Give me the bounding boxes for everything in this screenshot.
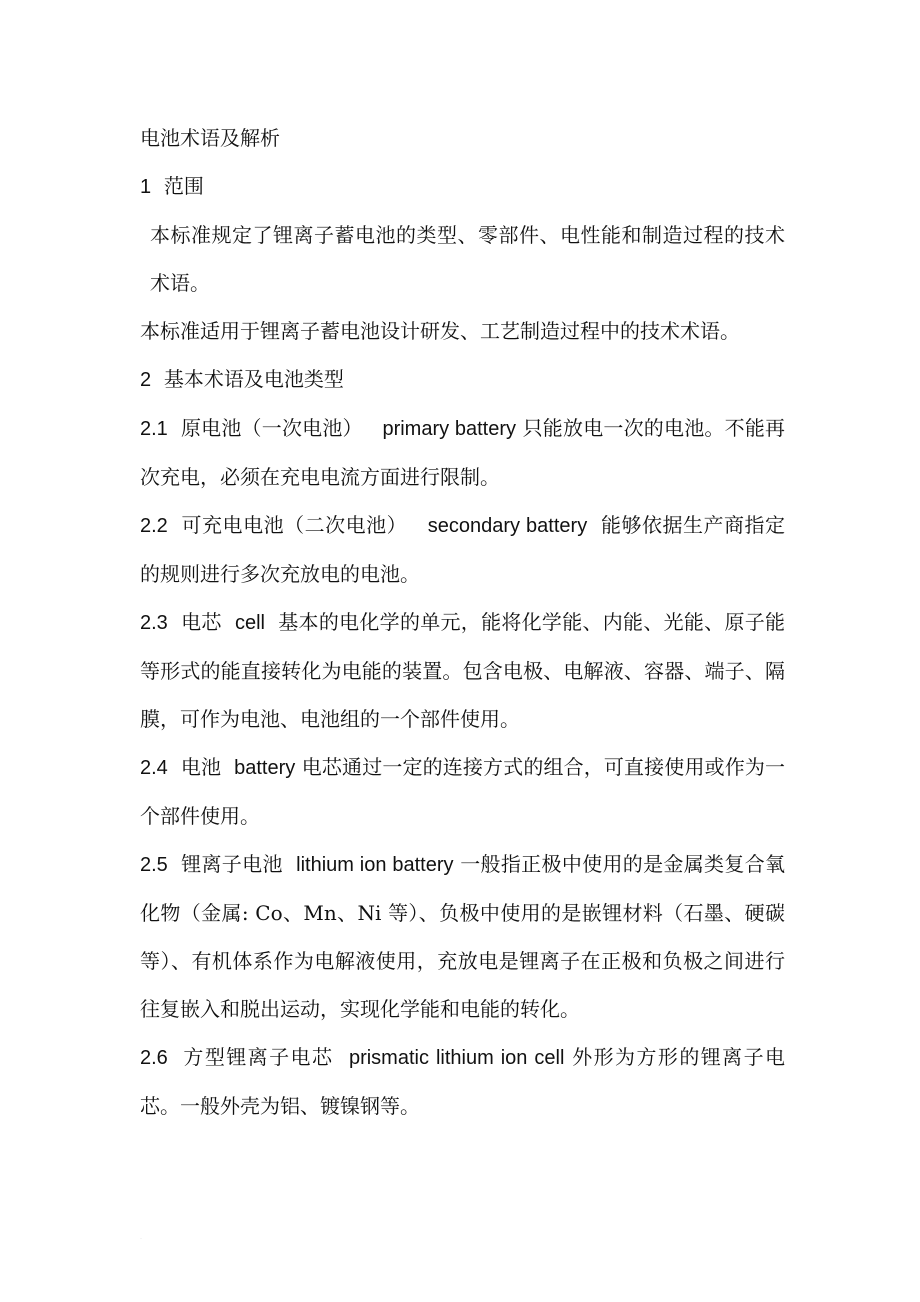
scope-paragraph-1: 本标准规定了锂离子蓄电池的类型、零部件、电性能和制造过程的技术术语。 bbox=[150, 223, 785, 295]
section-title: 基本术语及电池类型 bbox=[163, 367, 344, 391]
term-number: 2.5 bbox=[140, 854, 168, 876]
term-entry-2-1 bbox=[140, 404, 785, 501]
section-heading-1 bbox=[140, 162, 785, 211]
term-english: cell bbox=[234, 612, 265, 634]
term-definition: 电芯通过一定的连接方式的组合，可直接使用或作为一个部件使用。 bbox=[140, 755, 786, 828]
term-chinese: 可充电电池（二次电池） bbox=[181, 513, 408, 537]
term-english: battery bbox=[234, 757, 296, 779]
term-chinese: 锂离子电池 bbox=[181, 852, 283, 876]
term-english: primary battery bbox=[382, 418, 517, 440]
term-number: 2.3 bbox=[140, 612, 168, 634]
term-chinese: 原电池（一次电池） bbox=[180, 416, 363, 440]
section-title: 范围 bbox=[163, 174, 204, 198]
term-definition: 一般指正极中使用的是金属类复合氧化物（金属: Co、Mn、Ni 等）、负极中使用的是嵌锂材料（石墨、硬碳等）、有机体系作为电解液使用，充放电是锂离子在正极和负极之间进行往复嵌入和脱出运动，实现化学能和电能的转化。 bbox=[140, 852, 786, 1021]
section-heading-2 bbox=[140, 355, 785, 404]
document-body bbox=[140, 114, 785, 1130]
term-chinese: 方型锂离子电芯 bbox=[183, 1045, 334, 1069]
term-definition: 外形为方形的锂离子电芯。一般外壳为铝、镀镍钢等。 bbox=[140, 1045, 786, 1118]
page-corner-dot: · bbox=[140, 1236, 142, 1242]
section-number: 2 bbox=[140, 369, 152, 391]
term-english: prismatic lithium ion cell bbox=[348, 1047, 565, 1069]
term-english: secondary battery bbox=[427, 515, 588, 537]
term-chinese: 电池 bbox=[180, 755, 222, 779]
scope-paragraph-2: 本标准适用于锂离子蓄电池设计研发、工艺制造过程中的技术术语。 bbox=[140, 319, 740, 343]
term-definition: 能够依据生产商指定的规则进行多次充放电的电池。 bbox=[140, 513, 785, 586]
term-number: 2.4 bbox=[140, 757, 168, 779]
term-definition: 只能放电一次的电池。不能再次充电，必须在充电电流方面进行限制。 bbox=[140, 416, 786, 489]
term-definition: 基本的电化学的单元，能将化学能、内能、光能、原子能等形式的能直接转化为电能的装置。包含电极、电解液、容器、端子、隔膜，可作为电池、电池组的一个部件使用。 bbox=[140, 610, 786, 731]
term-english: lithium ion battery bbox=[296, 854, 454, 876]
term-entry-2-5 bbox=[140, 840, 785, 1033]
document-title: 电池术语及解析 bbox=[140, 126, 280, 150]
term-entry-2-4 bbox=[140, 743, 785, 840]
term-number: 2.1 bbox=[140, 418, 168, 440]
term-chinese: 电芯 bbox=[181, 610, 222, 634]
term-entry-2-6 bbox=[140, 1033, 785, 1130]
section-number: 1 bbox=[140, 176, 152, 198]
term-number: 2.6 bbox=[140, 1047, 168, 1069]
term-entry-2-2 bbox=[140, 501, 785, 598]
term-number: 2.2 bbox=[140, 515, 168, 537]
term-entry-2-3 bbox=[140, 598, 785, 743]
